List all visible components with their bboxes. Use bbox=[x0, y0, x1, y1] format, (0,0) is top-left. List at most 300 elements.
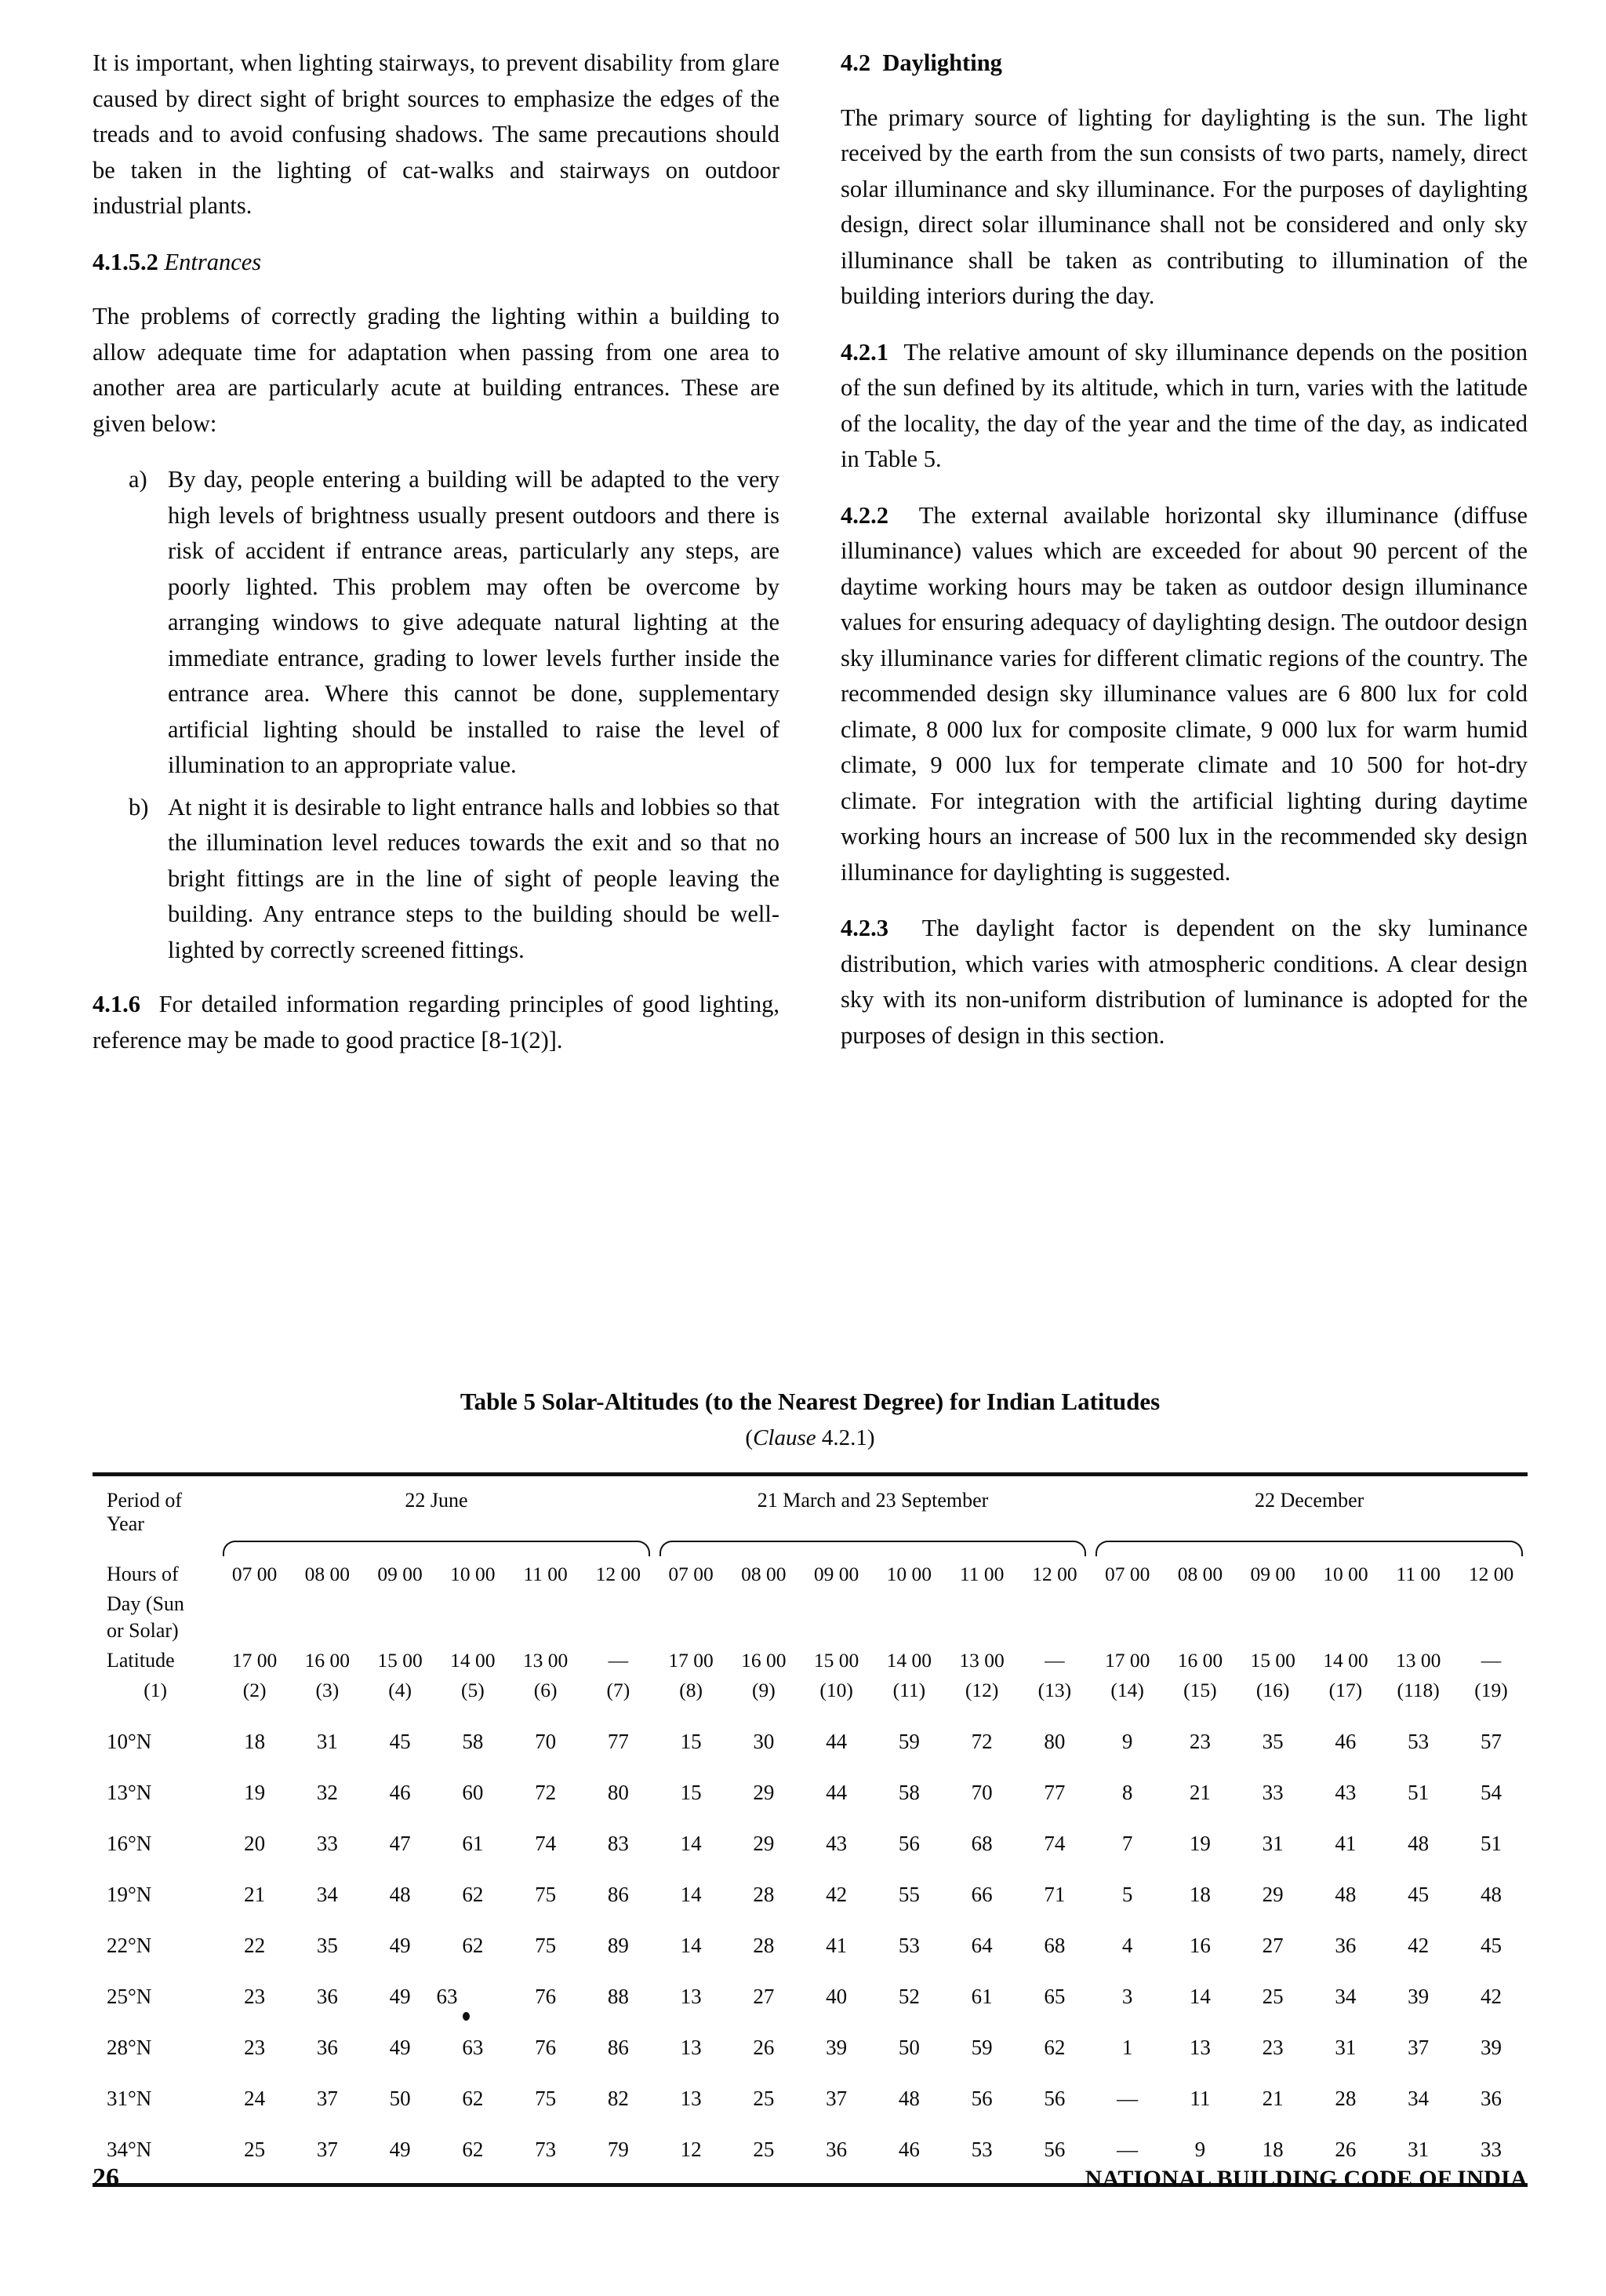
data-cell: 11 bbox=[1190, 2087, 1211, 2110]
paragraph-4-2-1-number: 4.2.1 bbox=[841, 338, 888, 366]
data-cell: 8 bbox=[1121, 1781, 1133, 1804]
hour-am-cell: 07 00 bbox=[668, 1563, 714, 1585]
table-hours-sublabel-row bbox=[93, 1591, 1528, 1644]
hour-pm-cell: — bbox=[1045, 1649, 1065, 1672]
data-cell: 18 bbox=[1189, 1883, 1211, 1906]
column-number-cell: (118) bbox=[1397, 1679, 1440, 1701]
data-cell: 71 bbox=[1044, 1883, 1066, 1906]
data-cell: 7 bbox=[1121, 1832, 1133, 1855]
data-cell: 36 bbox=[1481, 2087, 1502, 2110]
row-latitude: 16°N bbox=[107, 1832, 152, 1855]
row-latitude: 31°N bbox=[107, 2087, 152, 2110]
data-cell: 9 bbox=[1121, 1730, 1133, 1753]
table-row bbox=[93, 1869, 1528, 1920]
data-cell: 37 bbox=[1408, 2036, 1430, 2059]
data-cell-with-ink-blot: 63 bbox=[436, 1971, 457, 2022]
data-cell: 29 bbox=[1262, 1883, 1284, 1906]
data-cell: 31 bbox=[1408, 2138, 1430, 2161]
data-cell: 49 bbox=[389, 1934, 411, 1957]
hour-pm-cell: 14 00 bbox=[450, 1649, 496, 1672]
data-cell: 37 bbox=[316, 2138, 338, 2161]
table-header bbox=[93, 1476, 1528, 1716]
data-cell: 43 bbox=[826, 1832, 848, 1855]
row-label-latitude: Latitude bbox=[107, 1649, 175, 1672]
data-cell: 49 bbox=[389, 2036, 411, 2059]
data-cell: 5 bbox=[1121, 1883, 1133, 1906]
data-cell: 88 bbox=[607, 1985, 629, 2008]
data-cell: 33 bbox=[1481, 2138, 1502, 2161]
data-cell: 36 bbox=[1335, 1934, 1357, 1957]
group-header-21-march-23-september: 21 March and 23 September bbox=[757, 1489, 989, 1512]
data-cell: 36 bbox=[316, 1985, 338, 2008]
data-cell: 14 bbox=[680, 1832, 702, 1855]
curly-brace-icon bbox=[218, 1537, 655, 1555]
data-cell: 28 bbox=[1335, 2087, 1357, 2110]
data-cell: 46 bbox=[898, 2138, 920, 2161]
data-cell: 65 bbox=[1044, 1985, 1066, 2008]
data-cell: 83 bbox=[607, 1832, 629, 1855]
data-cell: 35 bbox=[1262, 1730, 1284, 1753]
hour-pm-cell: — bbox=[608, 1649, 629, 1672]
heading-4-2-number: 4.2 bbox=[841, 49, 871, 76]
data-cell: 53 bbox=[1408, 1730, 1430, 1753]
data-cell: 72 bbox=[535, 1781, 557, 1804]
row-latitude: 28°N bbox=[107, 2036, 152, 2059]
data-cell: 53 bbox=[971, 2138, 993, 2161]
hour-pm-cell: 17 00 bbox=[668, 1649, 714, 1672]
data-cell: 42 bbox=[1408, 1934, 1430, 1957]
data-cell: 54 bbox=[1481, 1781, 1502, 1804]
data-cell: 34 bbox=[1408, 2087, 1430, 2110]
paragraph-4-2-3 bbox=[841, 911, 1528, 1053]
data-cell: 34 bbox=[316, 1883, 338, 1906]
data-cell: 18 bbox=[1262, 2138, 1284, 2161]
data-cell: 50 bbox=[898, 2036, 920, 2059]
hour-am-cell: 10 00 bbox=[450, 1563, 496, 1585]
data-cell: 46 bbox=[1335, 1730, 1357, 1753]
row-latitude: 34°N bbox=[107, 2138, 152, 2161]
data-cell: 48 bbox=[1481, 1883, 1502, 1906]
hour-am-cell: 11 00 bbox=[1396, 1563, 1441, 1585]
list-item-marker: a) bbox=[129, 466, 147, 493]
solar-altitudes-table bbox=[93, 1476, 1528, 2175]
paragraph-4-2-2-text: The external available horizontal sky illuminance (diffuse illuminance) values which are exceeded for about 90 percent of the daytime working hours may be taken as outdoor design illuminance values for ensuring adequacy of daylighting design. The outdoor design sky illuminance varies for different climatic regions of the country. The recommended design sky illuminance values are 6 800 lux for cold climate, 8 000 lux for composite climate, 9 000 lux for warm humid climate, 9 000 lux for temperate climate and 10 500 for hot-dry climate. For integration with the artificial lighting during daytime working hours an increase of 500 lux in the recommended sky design illuminance for daylighting is suggested. bbox=[841, 501, 1528, 886]
data-cell: 1 bbox=[1121, 2036, 1133, 2059]
data-cell: 62 bbox=[462, 2138, 484, 2161]
row-latitude: 10°N bbox=[107, 1730, 152, 1753]
data-cell: 42 bbox=[1481, 1985, 1502, 2008]
hour-pm-cell: 14 00 bbox=[1323, 1649, 1368, 1672]
data-cell: 26 bbox=[1335, 2138, 1357, 2161]
data-cell: 56 bbox=[898, 1832, 920, 1855]
column-number-cell: (2) bbox=[242, 1679, 267, 1701]
data-cell: 24 bbox=[244, 2087, 266, 2110]
data-cell: 36 bbox=[316, 2036, 338, 2059]
table-hours-pm-row bbox=[93, 1644, 1528, 1677]
data-cell: 80 bbox=[1044, 1730, 1066, 1753]
data-cell: 59 bbox=[971, 2036, 993, 2059]
stub-header-line2: Year bbox=[107, 1512, 144, 1535]
data-cell: 18 bbox=[244, 1730, 266, 1753]
data-cell: 27 bbox=[753, 1985, 775, 2008]
heading-4-1-5-2-number: 4.1.5.2 bbox=[93, 248, 158, 275]
list-item-text: At night it is desirable to light entrance halls and lobbies so that the illumination level reduces towards the exit and so that no bright fittings are in the line of sight of people leaving the building. Any entrance steps to the building should be well-lighted by correctly screened fittings. bbox=[168, 793, 779, 963]
paragraph-4-2-1 bbox=[841, 335, 1528, 478]
hour-pm-cell: 13 00 bbox=[959, 1649, 1005, 1672]
column-number-cell: (11) bbox=[892, 1679, 926, 1701]
group-header-22-june: 22 June bbox=[405, 1489, 468, 1512]
data-cell: 31 bbox=[316, 1730, 338, 1753]
table-clause-number: 4.2.1 bbox=[821, 1425, 867, 1450]
data-cell: 76 bbox=[535, 2036, 557, 2059]
heading-4-1-5-2 bbox=[93, 245, 779, 281]
column-number-cell: (17) bbox=[1328, 1679, 1363, 1701]
data-cell: 57 bbox=[1481, 1730, 1502, 1753]
page-number: 26 bbox=[93, 2163, 119, 2192]
data-cell: 62 bbox=[462, 2087, 484, 2110]
hour-am-cell: 08 00 bbox=[741, 1563, 787, 1585]
hours-sublabel-line3: or Solar) bbox=[107, 1619, 179, 1642]
data-cell: 26 bbox=[753, 2036, 775, 2059]
heading-4-1-5-2-title: Entrances bbox=[164, 248, 262, 275]
data-cell: 75 bbox=[535, 1883, 557, 1906]
data-cell: 21 bbox=[244, 1883, 266, 1906]
data-cell: 66 bbox=[971, 1883, 993, 1906]
column-number-cell: (4) bbox=[388, 1679, 412, 1701]
data-cell: 19 bbox=[244, 1781, 266, 1804]
column-number-cell: (9) bbox=[751, 1679, 776, 1701]
data-cell: 64 bbox=[971, 1934, 993, 1957]
data-cell: 79 bbox=[607, 2138, 629, 2161]
paragraph-4-2-3-text: The daylight factor is dependent on the sky luminance distribution, which varies with atmospheric conditions. A clear design sky with its non-uniform distribution of luminance is adopted for the purposes of design in this section. bbox=[841, 915, 1528, 1049]
paragraph-4-2-2-number: 4.2.2 bbox=[841, 501, 888, 529]
row-latitude: 22°N bbox=[107, 1934, 152, 1957]
data-cell: 14 bbox=[680, 1934, 702, 1957]
data-cell: 3 bbox=[1121, 1985, 1133, 2008]
data-cell: 45 bbox=[1481, 1934, 1502, 1957]
paragraph-4-1-6 bbox=[93, 987, 779, 1058]
data-cell: 12 bbox=[680, 2138, 702, 2161]
data-cell: 13 bbox=[680, 2087, 702, 2110]
data-cell: 82 bbox=[607, 2087, 629, 2110]
data-cell: 58 bbox=[898, 1781, 920, 1804]
data-cell: 14 bbox=[1189, 1985, 1211, 2008]
page-footer bbox=[93, 2163, 1528, 2193]
data-cell: 62 bbox=[462, 1934, 484, 1957]
data-cell: 13 bbox=[1189, 2036, 1211, 2059]
hour-am-cell: 12 00 bbox=[1468, 1563, 1514, 1585]
table-group-header-row bbox=[93, 1476, 1528, 1537]
curly-brace-icon bbox=[655, 1537, 1092, 1555]
hour-pm-cell: 15 00 bbox=[813, 1649, 859, 1672]
hour-am-cell: 07 00 bbox=[231, 1563, 278, 1585]
data-cell: 70 bbox=[535, 1730, 557, 1753]
hour-pm-cell: 17 00 bbox=[1104, 1649, 1150, 1672]
row-latitude: 19°N bbox=[107, 1883, 152, 1906]
table-5-container bbox=[93, 1385, 1528, 2187]
hours-sublabel-spacer bbox=[218, 1591, 1528, 1644]
data-cell: 49 bbox=[389, 2138, 411, 2161]
paragraph-4-2-1-text: The relative amount of sky illuminance depends on the position of the sun defined by its altitude, which in turn, varies with the latitude of the locality, the day of the year and the time of the day, as indicated in Table 5. bbox=[841, 338, 1528, 472]
data-cell: 45 bbox=[389, 1730, 411, 1753]
data-cell: 39 bbox=[826, 2036, 848, 2059]
data-cell: 76 bbox=[535, 1985, 557, 2008]
row-latitude: 25°N bbox=[107, 1985, 152, 2008]
data-cell: 68 bbox=[1044, 1934, 1066, 1957]
data-cell: 74 bbox=[535, 1832, 557, 1855]
data-cell: 60 bbox=[462, 1781, 484, 1804]
data-cell: 29 bbox=[753, 1781, 775, 1804]
data-cell: 39 bbox=[1408, 1985, 1430, 2008]
hour-am-cell: 09 00 bbox=[377, 1563, 423, 1585]
data-cell: 77 bbox=[1044, 1781, 1066, 1804]
column-number-cell: (19) bbox=[1474, 1679, 1508, 1701]
hour-pm-cell: 13 00 bbox=[522, 1649, 569, 1672]
column-number-cell: (10) bbox=[819, 1679, 853, 1701]
hour-pm-cell: 14 00 bbox=[886, 1649, 932, 1672]
data-cell: 62 bbox=[462, 1883, 484, 1906]
table-row bbox=[93, 1818, 1528, 1869]
table-row bbox=[93, 1920, 1528, 1971]
data-cell: 75 bbox=[535, 1934, 557, 1957]
data-cell: 15 bbox=[680, 1730, 702, 1753]
data-cell: 14 bbox=[680, 1883, 702, 1906]
data-cell: 48 bbox=[1335, 1883, 1357, 1906]
data-cell: 13 bbox=[680, 1985, 702, 2008]
stub-header-line1: Period of bbox=[107, 1489, 183, 1512]
paragraph-4-1-6-number: 4.1.6 bbox=[93, 991, 140, 1017]
data-cell: 72 bbox=[971, 1730, 993, 1753]
table-clause-reference: (Clause 4.2.1) bbox=[745, 1425, 875, 1450]
list-item-text: By day, people entering a building will be adapted to the very high levels of brightness usually present outdoors and there is risk of accident if entrance areas, particularly any steps, are poorly lighted. This problem may often be overcome by arranging windows to give adequate natural lighting at the immediate entrance, grading to lower levels further inside the entrance area. Where this cannot be done, supplementary artificial lighting should be installed to raise the level of illumination to an appropriate value. bbox=[168, 466, 779, 778]
paragraph-entrances-intro: The problems of correctly grading the lighting within a building to allow adequate time for adaptation when passing from one area to another area are particularly acute at building entrances. These are given below: bbox=[93, 303, 779, 437]
data-cell: 23 bbox=[244, 1985, 266, 2008]
brace-group-3 bbox=[1091, 1537, 1528, 1558]
data-cell: — bbox=[1117, 2138, 1139, 2161]
data-cell: 47 bbox=[389, 1832, 411, 1855]
hour-am-cell: 08 00 bbox=[1177, 1563, 1223, 1585]
data-cell: 33 bbox=[1262, 1781, 1284, 1804]
row-label-hours-of-day: Hours of bbox=[107, 1563, 179, 1585]
data-cell: 34 bbox=[1335, 1985, 1357, 2008]
data-cell: 61 bbox=[462, 1832, 484, 1855]
list-item bbox=[93, 462, 779, 784]
hour-am-cell: 09 00 bbox=[813, 1563, 859, 1585]
data-cell: 33 bbox=[316, 1832, 338, 1855]
data-cell: 41 bbox=[826, 1934, 848, 1957]
column-number-cell: (12) bbox=[965, 1679, 999, 1701]
entrance-guidance-list bbox=[93, 462, 779, 968]
brace-group-2 bbox=[655, 1537, 1092, 1558]
data-cell: 52 bbox=[898, 1985, 920, 2008]
column-number-cell: (5) bbox=[460, 1679, 485, 1701]
data-cell: 37 bbox=[316, 2087, 338, 2110]
data-cell: 80 bbox=[607, 1781, 629, 1804]
data-cell: 48 bbox=[1408, 1832, 1430, 1855]
hours-sublabel-line2: Day (Sun bbox=[107, 1592, 184, 1615]
data-cell: 15 bbox=[680, 1781, 702, 1804]
data-cell: 70 bbox=[971, 1781, 993, 1804]
data-cell: 35 bbox=[316, 1934, 338, 1957]
data-cell: 21 bbox=[1189, 1781, 1211, 1804]
paragraph-4-2-3-number: 4.2.3 bbox=[841, 915, 888, 941]
data-cell: 56 bbox=[971, 2087, 993, 2110]
data-cell: 42 bbox=[826, 1883, 848, 1906]
data-cell: 77 bbox=[607, 1730, 629, 1753]
table-row bbox=[93, 1971, 1528, 2022]
list-item bbox=[93, 790, 779, 969]
data-cell: 25 bbox=[753, 2087, 775, 2110]
hour-am-cell: 09 00 bbox=[1250, 1563, 1295, 1585]
data-cell: 25 bbox=[753, 2138, 775, 2161]
data-cell: 31 bbox=[1262, 1832, 1284, 1855]
brace-spacer bbox=[93, 1537, 218, 1558]
column-number-cell: (3) bbox=[315, 1679, 340, 1701]
table-row bbox=[93, 1767, 1528, 1818]
column-number-cell: (13) bbox=[1037, 1679, 1072, 1701]
hour-am-cell: 10 00 bbox=[886, 1563, 932, 1585]
paragraph-stairway-lighting: It is important, when lighting stairways, to prevent disability from glare caused by direct sight of bright sources to emphasize the edges of the treads and to avoid confusing shadows. The same precautions should be taken in the lighting of cat-walks and stairways on outdoor industrial plants. bbox=[93, 49, 779, 219]
data-cell: 16 bbox=[1189, 1934, 1211, 1957]
table-clause-label: Clause bbox=[753, 1425, 816, 1450]
data-cell: 56 bbox=[1044, 2087, 1066, 2110]
column-number-cell: (14) bbox=[1110, 1679, 1144, 1701]
column-number-cell: (16) bbox=[1255, 1679, 1290, 1701]
data-cell: 48 bbox=[389, 1883, 411, 1906]
heading-4-2-title: Daylighting bbox=[882, 49, 1002, 76]
paragraph-4-1-6-text: For detailed information regarding principles of good lighting, reference may be made to good practice [8-1(2)]. bbox=[93, 991, 779, 1053]
data-cell: 89 bbox=[607, 1934, 629, 1957]
data-cell: 28 bbox=[753, 1883, 775, 1906]
data-cell: 13 bbox=[680, 2036, 702, 2059]
column-number-cell: (15) bbox=[1183, 1679, 1217, 1701]
data-cell: 39 bbox=[1481, 2036, 1502, 2059]
data-cell: 61 bbox=[971, 1985, 993, 2008]
table-row bbox=[93, 2073, 1528, 2124]
table-brace-row bbox=[93, 1537, 1528, 1558]
data-cell: 63 bbox=[462, 2036, 484, 2059]
column-number-cell: (8) bbox=[679, 1679, 703, 1701]
data-cell: — bbox=[1117, 2087, 1139, 2110]
data-cell: 37 bbox=[826, 2087, 848, 2110]
hour-pm-cell: 15 00 bbox=[1250, 1649, 1295, 1672]
list-item-marker: b) bbox=[129, 793, 149, 821]
table-title: Table 5 Solar-Altitudes (to the Nearest Degree) for Indian Latitudes bbox=[460, 1388, 1161, 1415]
data-cell: 55 bbox=[898, 1883, 920, 1906]
hour-pm-cell: 16 00 bbox=[741, 1649, 787, 1672]
data-cell: 19 bbox=[1189, 1832, 1211, 1855]
data-cell: 40 bbox=[826, 1985, 848, 2008]
column-number-cell: (7) bbox=[606, 1679, 630, 1701]
hour-am-cell: 12 00 bbox=[1032, 1563, 1077, 1585]
stub-header-period-of-year bbox=[93, 1476, 218, 1537]
paragraph-daylighting-intro: The primary source of lighting for daylighting is the sun. The light received by the earth from the sun consists of two parts, namely, direct solar illuminance and sky illuminance. For the purposes of daylighting design, direct solar illuminance shall not be considered and only sky illuminance shall be taken as contributing to illumination of the building interiors during the day. bbox=[841, 104, 1528, 309]
data-cell: 73 bbox=[535, 2138, 557, 2161]
data-cell: 29 bbox=[753, 1832, 775, 1855]
data-cell: 74 bbox=[1044, 1832, 1066, 1855]
hour-am-cell: 07 00 bbox=[1104, 1563, 1150, 1585]
table-column-number-row bbox=[93, 1677, 1528, 1716]
data-cell: 28 bbox=[753, 1934, 775, 1957]
hour-am-cell: 10 00 bbox=[1323, 1563, 1368, 1585]
table-row bbox=[93, 1716, 1528, 1767]
hour-am-cell: 12 00 bbox=[595, 1563, 641, 1585]
data-cell: 45 bbox=[1408, 1883, 1430, 1906]
data-cell: 59 bbox=[898, 1730, 920, 1753]
hour-pm-cell: 16 00 bbox=[304, 1649, 351, 1672]
table-body bbox=[93, 1716, 1528, 2175]
data-cell: 58 bbox=[462, 1730, 484, 1753]
data-cell: 9 bbox=[1194, 2138, 1206, 2161]
two-column-body bbox=[93, 45, 1528, 1079]
group-header-22-december: 22 December bbox=[1254, 1489, 1364, 1512]
data-cell: 25 bbox=[244, 2138, 266, 2161]
column-number-cell: (6) bbox=[533, 1679, 558, 1701]
hour-pm-cell: 16 00 bbox=[1177, 1649, 1223, 1672]
data-cell: 30 bbox=[753, 1730, 775, 1753]
data-cell: 56 bbox=[1044, 2138, 1066, 2161]
data-cell: 53 bbox=[898, 1934, 920, 1957]
table-row bbox=[93, 2022, 1528, 2073]
hour-am-cell: 11 00 bbox=[959, 1563, 1005, 1585]
hour-pm-cell: — bbox=[1481, 1649, 1502, 1672]
brace-group-1 bbox=[218, 1537, 655, 1558]
data-cell: 44 bbox=[826, 1730, 848, 1753]
data-cell: 20 bbox=[244, 1832, 266, 1855]
data-cell: 86 bbox=[607, 1883, 629, 1906]
data-cell: 27 bbox=[1262, 1934, 1284, 1957]
data-cell: 23 bbox=[1262, 2036, 1284, 2059]
left-column bbox=[93, 45, 779, 1079]
data-cell: 23 bbox=[244, 2036, 266, 2059]
row-label-hours-continued bbox=[93, 1591, 218, 1644]
data-cell: 23 bbox=[1189, 1730, 1211, 1753]
data-cell: 21 bbox=[1262, 2087, 1284, 2110]
hour-am-cell: 08 00 bbox=[304, 1563, 351, 1585]
data-cell: 32 bbox=[316, 1781, 338, 1804]
right-column bbox=[841, 45, 1528, 1079]
heading-4-2 bbox=[841, 45, 1528, 82]
data-cell: 48 bbox=[898, 2087, 920, 2110]
footer-document-title: NATIONAL BUILDING CODE OF INDIA bbox=[1085, 2166, 1528, 2192]
data-cell: 36 bbox=[826, 2138, 848, 2161]
data-cell: 41 bbox=[1335, 1832, 1357, 1855]
data-cell: 51 bbox=[1481, 1832, 1502, 1855]
hour-pm-cell: 13 00 bbox=[1395, 1649, 1441, 1672]
data-cell: 46 bbox=[389, 1781, 411, 1804]
paragraph-4-2-2 bbox=[841, 498, 1528, 891]
data-cell: 25 bbox=[1262, 1985, 1284, 2008]
data-cell: 43 bbox=[1335, 1781, 1357, 1804]
table-hours-am-row bbox=[93, 1558, 1528, 1591]
data-cell: 22 bbox=[244, 1934, 266, 1957]
data-cell: 62 bbox=[1044, 2036, 1066, 2059]
hour-pm-cell: 15 00 bbox=[377, 1649, 423, 1672]
data-cell: 49 bbox=[389, 1985, 411, 2008]
data-cell: 50 bbox=[389, 2087, 411, 2110]
curly-brace-icon bbox=[1091, 1537, 1528, 1555]
column-number-cell: (1) bbox=[144, 1679, 167, 1701]
data-cell: 44 bbox=[826, 1781, 848, 1804]
hour-am-cell: 11 00 bbox=[523, 1563, 568, 1585]
row-latitude: 13°N bbox=[107, 1781, 152, 1804]
data-cell: 51 bbox=[1408, 1781, 1430, 1804]
hour-pm-cell: 17 00 bbox=[231, 1649, 278, 1672]
data-cell: 75 bbox=[535, 2087, 557, 2110]
data-cell: 4 bbox=[1121, 1934, 1133, 1957]
data-cell: 68 bbox=[971, 1832, 993, 1855]
data-cell: 86 bbox=[607, 2036, 629, 2059]
